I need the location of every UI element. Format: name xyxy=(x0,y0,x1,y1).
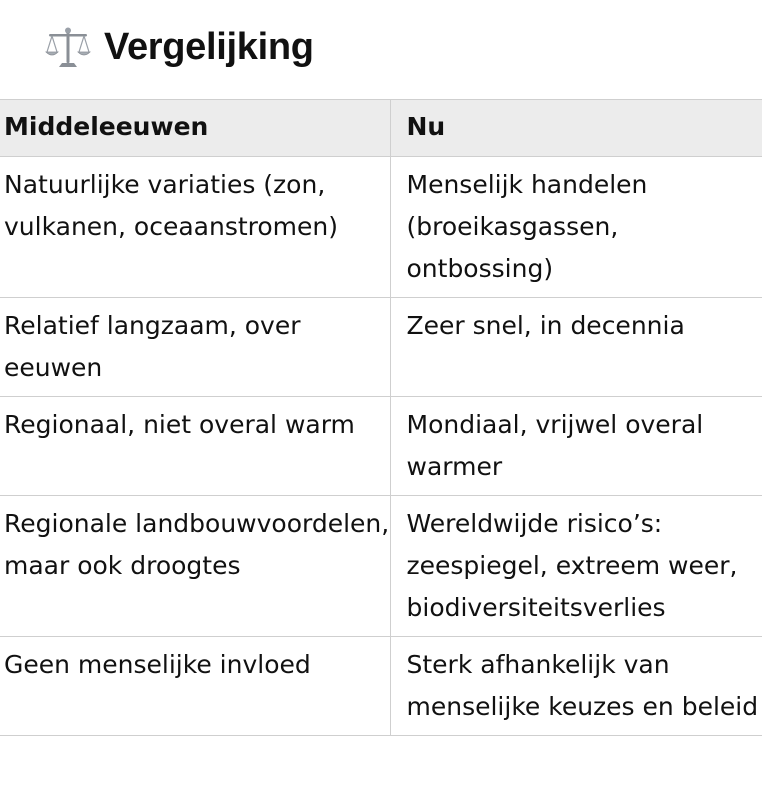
page-title: Vergelijking xyxy=(104,25,314,68)
table-cell: Regionaal, niet overal warm xyxy=(0,397,390,496)
section-heading xyxy=(44,22,314,72)
table-header-row xyxy=(0,100,762,157)
table-row xyxy=(0,157,762,298)
table-cell: Relatief langzaam, over eeuwen xyxy=(0,298,390,397)
table-cell: Regionale landbouwvoordelen, maar ook droogtes xyxy=(0,496,390,637)
table-cell: Sterk afhankelijk van menselijke keuzes en beleid xyxy=(390,637,762,736)
table-cell: Zeer snel, in decennia xyxy=(390,298,762,397)
comparison-table xyxy=(0,99,762,736)
table-row xyxy=(0,637,762,736)
table-cell: Geen menselijke invloed xyxy=(0,637,390,736)
table-row xyxy=(0,298,762,397)
table-row xyxy=(0,397,762,496)
column-header-middeleeuwen: Middeleeuwen xyxy=(0,100,390,157)
table-cell: Mondiaal, vrijwel overal warmer xyxy=(390,397,762,496)
column-header-nu: Nu xyxy=(390,100,762,157)
table-cell: Natuurlijke variaties (zon, vulkanen, oceaanstromen) xyxy=(0,157,390,298)
balance-scale-icon xyxy=(44,23,92,71)
table-cell: Menselijk handelen (broeikasgassen, ontbossing) xyxy=(390,157,762,298)
table-cell: Wereldwijde risico’s: zeespiegel, extreem weer, biodiversiteitsverlies xyxy=(390,496,762,637)
table-row xyxy=(0,496,762,637)
